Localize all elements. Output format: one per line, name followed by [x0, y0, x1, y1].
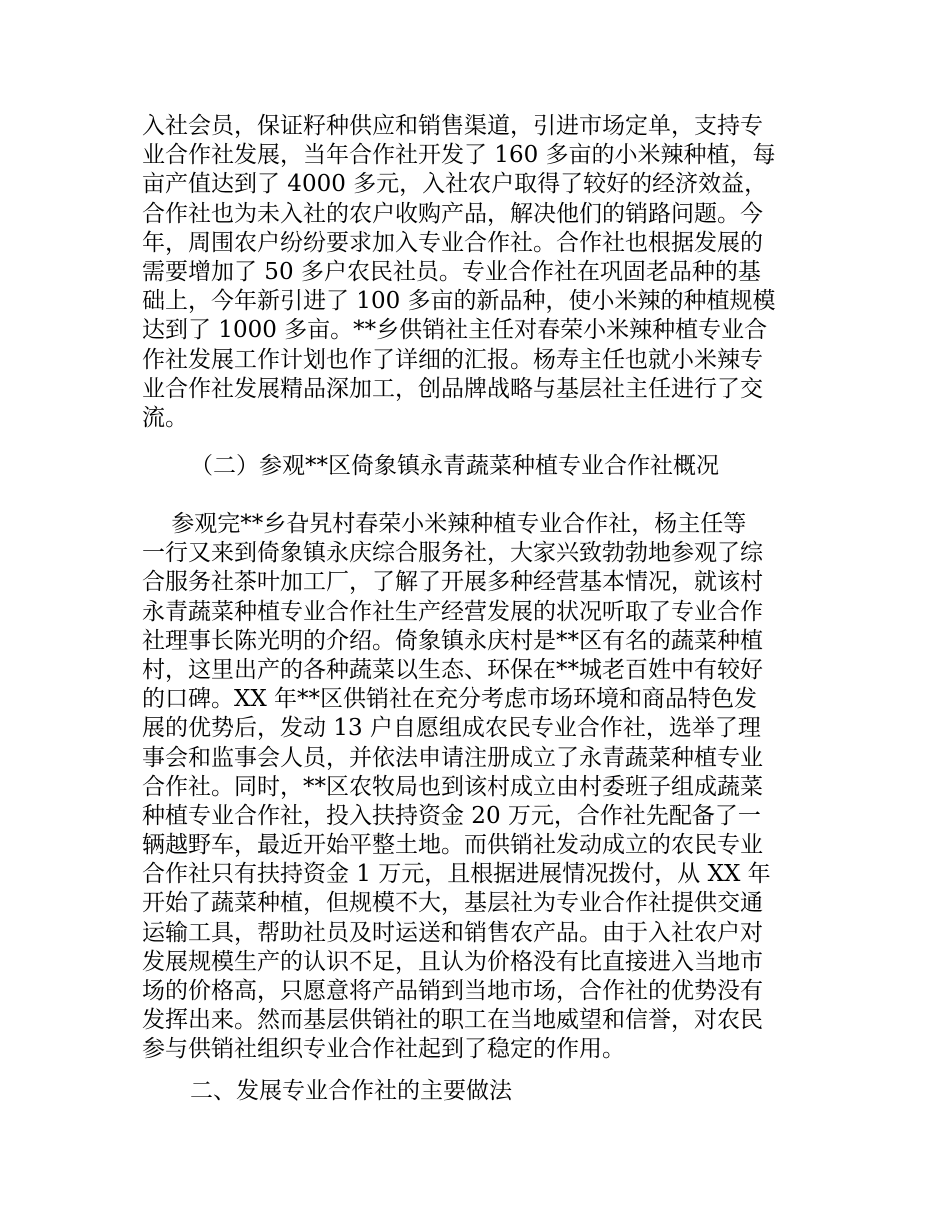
paragraph-1-line: 业合作社发展，当年合作社开发了 160 多亩的小米辣种植，每 — [142, 142, 776, 169]
paragraph-1-line: 业合作社发展精品深加工，创品牌战略与基层社主任进行了交 — [142, 375, 763, 402]
paragraph-1-line: 作社发展工作计划也作了详细的汇报。杨寿主任也就小米辣专 — [142, 346, 763, 373]
paragraph-1-line: 流。 — [142, 404, 188, 431]
paragraph-2-line: 永青蔬菜种植专业合作社生产经营发展的状况听取了专业合作 — [142, 598, 763, 625]
paragraph-2-line: 发展规模生产的认识不足，且认为价格没有比直接进入当地市 — [142, 948, 763, 975]
section-heading-2: （二）参观**区倚象镇永青蔬菜种植专业合作社概况 — [190, 453, 719, 479]
paragraph-2-line: 种植专业合作社，投入扶持资金 20 万元，合作社先配备了一 — [142, 802, 761, 829]
paragraph-1-line: 础上，今年新引进了 100 多亩的新品种，使小米辣的种植规模 — [142, 288, 776, 315]
paragraph-2-line: 合作社。同时，**区农牧局也到该村成立由村委班子组成蔬菜 — [142, 773, 763, 800]
paragraph-1-line: 合作社也为未入社的农户收购产品，解决他们的销路问题。今 — [142, 200, 763, 227]
paragraph-2-line: 合服务社茶叶加工厂，了解了开展多种经营基本情况，就该村 — [142, 569, 763, 596]
paragraph-2-line: 村，这里出产的各种蔬菜以生态、环保在**城老百姓中有较好 — [142, 656, 763, 683]
paragraph-2-line: 参与供销社组织专业合作社起到了稳定的作用。 — [142, 1036, 625, 1063]
paragraph-2-line: 一行又来到倚象镇永庆综合服务社，大家兴致勃勃地参观了综 — [142, 540, 763, 567]
paragraph-2-line: 辆越野车，最近开始平整土地。而供销社发动成立的农民专业 — [142, 832, 763, 859]
paragraph-2-line: 的口碑。XX 年**区供销社在充分考虑市场环境和商品特色发 — [142, 686, 758, 713]
paragraph-1-line: 年，周围农户纷纷要求加入专业合作社。合作社也根据发展的 — [142, 229, 763, 256]
paragraph-1-line: 达到了 1000 多亩。**乡供销社主任对春荣小米辣种植专业合 — [142, 317, 768, 344]
paragraph-2-line: 运输工具，帮助社员及时运送和销售农产品。由于入社农户对 — [142, 919, 763, 946]
paragraph-2-line: 场的价格高，只愿意将产品销到当地市场，合作社的优势没有 — [142, 978, 763, 1004]
paragraph-1 — [142, 112, 822, 433]
paragraph-1-line: 入社会员，保证籽种供应和销售渠道，引进市场定单，支持专 — [142, 113, 763, 139]
paragraph-2-line: 参观完**乡旮旯村春荣小米辣种植专业合作社，杨主任等 — [142, 511, 747, 537]
paragraph-2-line: 合作社只有扶持资金 1 万元，且根据进展情况拨付，从 XX 年 — [142, 861, 771, 888]
paragraph-2-line: 开始了蔬菜种植，但规模不大，基层社为专业合作社提供交通 — [142, 890, 763, 917]
paragraph-1-line: 亩产值达到了 4000 多元，入社农户取得了较好的经济效益， — [142, 171, 768, 198]
paragraph-2-line: 社理事长陈光明的介绍。倚象镇永庆村是**区有名的蔬菜种植 — [142, 627, 763, 654]
paragraph-2-line: 事会和监事会人员，并依法申请注册成立了永青蔬菜种植专业 — [142, 744, 763, 771]
section-heading-3: 二、发展专业合作社的主要做法 — [190, 1078, 512, 1104]
paragraph-2-line: 展的优势后，发动 13 户自愿组成农民专业合作社，选举了理 — [142, 715, 761, 742]
paragraph-2-line: 发挥出来。然而基层供销社的职工在当地威望和信誉，对农民 — [142, 1007, 763, 1034]
paragraph-1-line: 需要增加了 50 多户农民社员。专业合作社在巩固老品种的基 — [142, 258, 761, 285]
paragraph-2 — [142, 510, 822, 1065]
